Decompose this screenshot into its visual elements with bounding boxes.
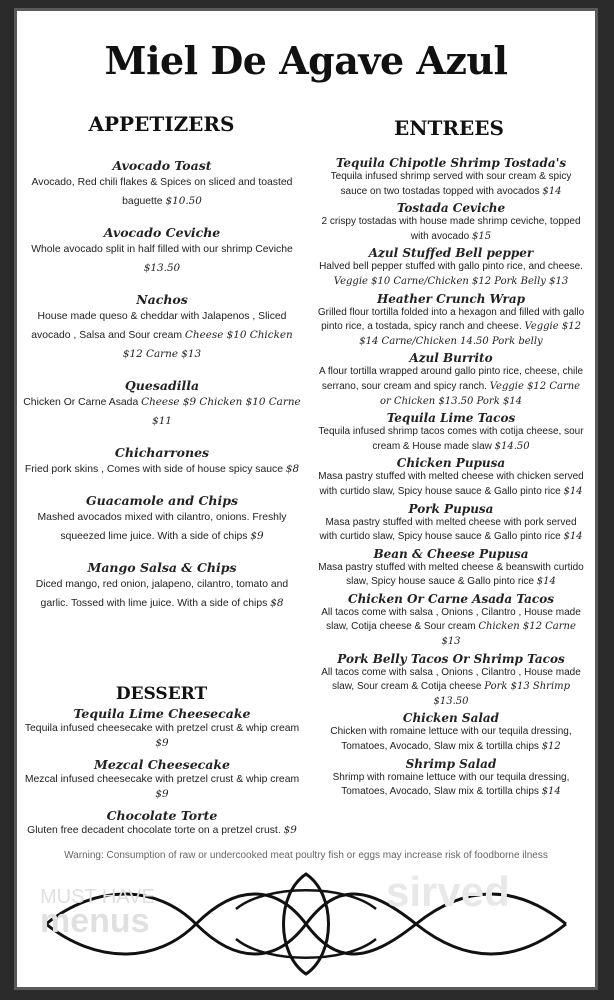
must-have-menus-watermark: MUST HAVE menus [40, 886, 155, 940]
menu-item [316, 201, 586, 244]
dessert-heading: DESSERT [115, 684, 208, 704]
menu-item-description-text: Masa pastry stuffed with melted cheese & beanswith curtido slaw, Spicy house sauce & Gallo pinto rice [318, 561, 584, 588]
menu-item-price: $8 [270, 597, 284, 609]
menu-item-name: Tequila Lime Tacos [386, 411, 516, 426]
menu-item [316, 652, 586, 710]
menu-item-description-text: Tequila infused shrimp served with sour cream & spicy sauce on two tostadas topped with avocados [330, 171, 572, 197]
menu-item [316, 757, 586, 800]
menu-item-description-text: Mezcal infused cheesecake with pretzel crust & whip cream [24, 774, 300, 785]
menu-item [22, 378, 302, 431]
menu-item-description-text: Grilled flour tortilla folded into a hexagon and filled with gallo pinto rice, a tostada, spicy ranch and cheese. [317, 306, 585, 333]
menu-item-description-text: Diced mango, red onion, jalapeno, cilantro, tomato and garlic. Tossed with lime juice. With a side of chips [35, 579, 289, 609]
menu-item-description-text: Avocado, Red chili flakes & Spices on sliced and toasted baguette [31, 177, 293, 207]
menu-item-name: Mango Salsa & Chips [87, 560, 237, 575]
menu-item-description [22, 721, 302, 751]
menu-item-name: Guacamole and Chips [85, 493, 239, 508]
menu-item-price: Chicken $12 Carne $13 [441, 621, 576, 648]
menu-item-name: Tequila Chipotle Shrimp Tostada's [335, 156, 567, 170]
menu-item-price: $12 [541, 741, 561, 753]
menu-item-price: Cheese $9 Chicken $10 Carne $11 [141, 396, 301, 427]
dessert-list [22, 706, 302, 844]
menu-item-name: Heather Crunch Wrap [376, 291, 526, 306]
menu-item-price: $10.50 [165, 195, 202, 207]
menu-item-price: $15 [472, 230, 492, 242]
menu-item-description-text: Mashed avocados mixed with cilantro, onions. Freshly squeezed lime juice. With a side of chips [37, 512, 287, 542]
food-safety-warning: Warning: Consumption of raw or undercooked meat poultry fish or eggs may increase risk of foodborne ilness [64, 850, 548, 861]
menu-item-price: $14 [542, 185, 562, 197]
menu-page [14, 8, 598, 990]
menu-item-description-text: 2 crispy tostadas with house made shrimp ceviche, topped with avocado [321, 216, 581, 242]
menu-item-description-text: Masa pastry stuffed with melted cheese with chicken served with curtido slaw, Spicy house sauce & Gallo pinto rice [318, 471, 584, 497]
menu-item-name: Quesadilla [124, 378, 200, 393]
menu-item-price: $14 [541, 786, 561, 798]
menu-item-description-text: All tacos come with salsa , Onions , Cilantro , House made slaw, Sour cream & Cotija cheese [321, 666, 581, 693]
menu-item-description [316, 425, 586, 454]
menu-item-price: $9 [250, 530, 264, 542]
menu-item-price: $14 [563, 531, 583, 543]
menu-item-price: $9 [155, 788, 169, 800]
menu-item [22, 493, 302, 546]
menu-item [316, 711, 586, 754]
menu-item-price: $14 [563, 485, 583, 497]
menu-item-description-text: Tequila infused cheesecake with pretzel crust & whip cream [24, 723, 300, 734]
menu-item-price: Veggie $12 Carne or Chicken $13.50 Pork $14 [379, 380, 581, 407]
menu-item-description [316, 260, 586, 289]
menu-item-description [22, 508, 302, 546]
menu-item-description-text: Gluten free decadent chocolate torte on a pretzel crust. [27, 825, 281, 836]
menu-item-name: Azul Stuffed Bell pepper [368, 246, 534, 261]
menu-item-name: Chicken Or Carne Asada Tacos [348, 591, 554, 606]
menu-item [22, 706, 302, 751]
menu-item [316, 456, 586, 499]
menu-item-description [316, 365, 586, 409]
menu-item-description [316, 470, 586, 499]
menu-item-description-text: All tacos come with salsa , Onions , Cilantro , House made slaw, Cotija cheese & Sour cream [321, 606, 581, 633]
menu-item [316, 351, 586, 409]
menu-item-name: Pork Pupusa [408, 501, 494, 516]
menu-item-price: Cheese $10 Chicken $12 Carne $13 [122, 329, 293, 360]
menu-item-name: Mezcal Cheesecake [94, 757, 230, 772]
menu-item-name: Azul Burrito [409, 351, 493, 366]
menu-item-description-text: Chicken with romaine lettuce with our tequila dressing, Tomatoes, Avocado, Slaw mix & tortilla chips [330, 726, 572, 753]
menu-item-description-text: Shrimp with romaine lettuce with our tequila dressing, Tomatoes, Avocado, Slaw mix & tortilla chips [332, 771, 570, 798]
menu-item-name: Chicken Pupusa [396, 456, 506, 471]
menu-item-description-text: Halved bell pepper stuffed with gallo pinto rice, and cheese. [319, 261, 583, 273]
menu-item [316, 547, 586, 590]
menu-item-name: Avocado Ceviche [103, 225, 221, 240]
menu-item-description [22, 823, 302, 838]
menu-item [22, 445, 302, 479]
menu-item [316, 246, 586, 289]
restaurant-title: Miel De Agave Azul [104, 38, 508, 83]
menu-item-price: $8 [285, 463, 300, 475]
menu-item-name: Bean & Cheese Pupusa [373, 546, 529, 561]
menu-item-description [316, 771, 586, 800]
menu-item-name: Nachos [136, 292, 188, 307]
menu-item [316, 292, 586, 350]
menu-item [22, 225, 302, 278]
menu-item-description [316, 306, 586, 350]
menu-item-description-text: Masa pastry stuffed with melted cheese with pork served with curtido slaw, Spicy house sauce & Gallo pinto rice [319, 516, 577, 543]
menu-item-price: $9 [155, 737, 169, 749]
menu-item-description [316, 725, 586, 754]
menu-item [22, 808, 302, 838]
menu-item-description-text: Chicken Or Carne Asada [23, 397, 139, 408]
entrees-list [316, 156, 586, 802]
menu-item-description [316, 170, 586, 199]
sirved-watermark: sirved [386, 868, 510, 915]
menu-item-price: $9 [283, 824, 297, 836]
menu-item [22, 757, 302, 802]
menu-item-price: Veggie $12 $14 Carne/Chicken 14.50 Pork belly [359, 321, 581, 347]
menu-item-name: Tequila Lime Cheesecake [73, 706, 251, 721]
entrees-heading: ENTREES [394, 116, 504, 140]
menu-item-name: Chicharrones [114, 445, 210, 460]
menu-item-description [22, 772, 302, 802]
menu-item-description-text: House made queso & cheddar with Jalapenos , Sliced avocado , Salsa and Sour cream [31, 311, 287, 341]
menu-item-price: $14.50 [494, 440, 530, 452]
menu-item [22, 560, 302, 613]
menu-item-description-text: A flour tortilla wrapped around gallo pinto rice, cheese, chile serrano, sour cream and spicy ranch. [318, 366, 584, 392]
menu-item-description-text: Fried pork skins , Comes with side of house spicy sauce [24, 464, 284, 475]
menu-item-description [22, 575, 302, 613]
menu-item-name: Avocado Toast [112, 158, 212, 173]
menu-item [22, 292, 302, 364]
menu-item-price: Veggie $10 Carne/Chicken $12 Pork Belly $13 [333, 275, 569, 287]
menu-item-name: Shrimp Salad [405, 756, 497, 771]
menu-item-description [22, 307, 302, 364]
menu-item-name: Chicken Salad [402, 711, 500, 726]
menu-item-description [316, 606, 586, 650]
menu-item-name: Tostada Ceviche [396, 201, 506, 216]
menu-item-description [316, 215, 586, 244]
menu-item-description [316, 561, 586, 590]
menu-item-price: Pork $13 Shrimp $13.50 [433, 681, 571, 707]
menu-item [316, 502, 586, 545]
menu-item-description-text: Whole avocado split in half filled with our shrimp Ceviche [31, 244, 293, 255]
menu-item-description [22, 173, 302, 211]
menu-item-price: $13.50 [143, 262, 181, 274]
menu-item-name: Chocolate Torte [106, 808, 218, 823]
menu-item [22, 158, 302, 211]
menu-item-description [22, 240, 302, 278]
menu-item-description [22, 393, 302, 431]
menu-item [316, 411, 586, 454]
menu-item [316, 156, 586, 199]
menu-item-description [316, 516, 586, 545]
menu-item-description-text: Tequila infused shrimp tacos comes with cotija cheese, sour cream & House made slaw [318, 426, 584, 452]
menu-item-name: Pork Belly Tacos Or Shrimp Tacos [337, 651, 565, 666]
menu-item [316, 592, 586, 650]
menu-item-description [22, 460, 302, 479]
menu-item-description [316, 666, 586, 710]
appetizers-heading: APPETIZERS [88, 112, 235, 136]
appetizers-list [22, 158, 302, 627]
menu-item-price: $14 [536, 576, 556, 588]
